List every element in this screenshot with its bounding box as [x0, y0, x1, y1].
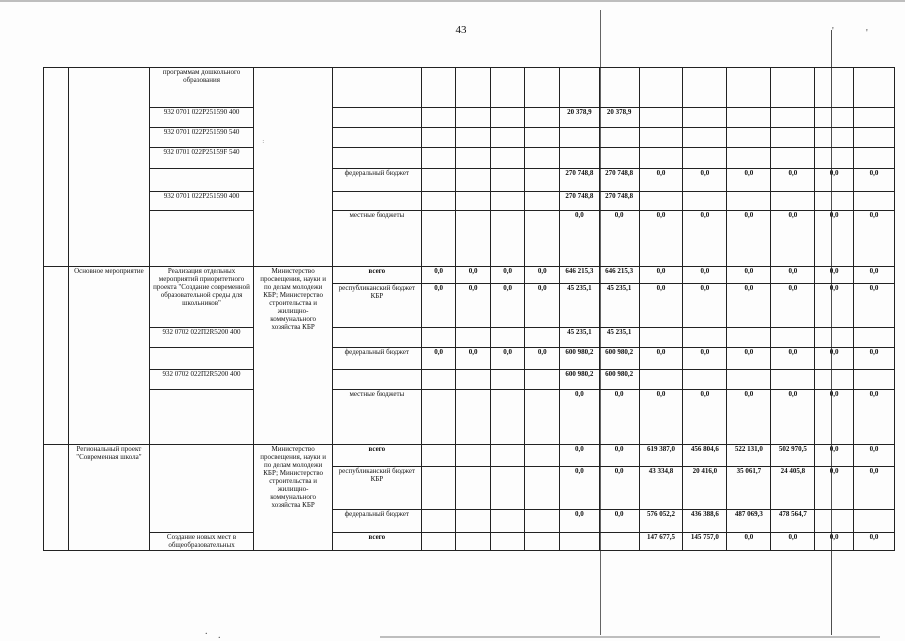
amount-cell: 0,0 — [727, 211, 771, 267]
table-row — [44, 211, 895, 267]
amount-cell: 0,0 — [815, 169, 854, 192]
funding-source: федеральный бюджет — [332, 348, 421, 370]
amount-cell: 0,0 — [639, 284, 683, 328]
amount-cell: 0,0 — [599, 510, 639, 533]
empty-cell — [44, 68, 69, 267]
amount-cell: 0,0 — [854, 348, 895, 370]
amount-cell: 0,0 — [639, 348, 683, 370]
table-row — [44, 445, 895, 467]
amount-cell: 0,0 — [639, 169, 683, 192]
amount-cell: 0,0 — [854, 267, 895, 284]
amount-cell: 0,0 — [854, 169, 895, 192]
funding-source: местные бюджеты — [332, 390, 421, 445]
amount-cell: 0,0 — [854, 445, 895, 467]
funding-source: республиканский бюджет КБР — [332, 467, 421, 510]
group-label: Региональный проект "Современная школа" — [69, 445, 150, 551]
budget-code: 932 0702 022П2R5200 400 — [149, 328, 254, 348]
measure-description: Создание новых мест в общеобразовательных — [149, 533, 254, 551]
amount-cell: 0,0 — [771, 267, 815, 284]
amount-cell: 600 980,2 — [559, 370, 599, 390]
amount-cell: 0,0 — [815, 467, 854, 510]
amount-cell: 0,0 — [559, 510, 599, 533]
amount-cell: 24 405,8 — [771, 467, 815, 510]
amount-cell: 502 970,5 — [771, 445, 815, 467]
budget-code: 932 0701 022P25159F 540 — [149, 148, 254, 169]
table-row — [44, 108, 895, 128]
amount-cell: 0,0 — [525, 284, 560, 328]
amount-cell: 0,0 — [559, 211, 599, 267]
amount-cell: 0,0 — [599, 445, 639, 467]
amount-cell: 0,0 — [727, 390, 771, 445]
amount-cell: 487 069,3 — [727, 510, 771, 533]
funding-source: всего — [332, 445, 421, 467]
amount-cell: 0,0 — [599, 467, 639, 510]
amount-cell: 145 757,0 — [683, 533, 727, 551]
amount-cell: 0,0 — [771, 211, 815, 267]
table-row — [44, 169, 895, 192]
amount-cell: 45 235,1 — [599, 328, 639, 348]
amount-cell: 0,0 — [490, 267, 525, 284]
amount-cell: 600 980,2 — [599, 370, 639, 390]
amount-cell: 0,0 — [771, 533, 815, 551]
amount-cell: 0,0 — [815, 348, 854, 370]
scan-mark: ' — [832, 26, 834, 37]
table-row — [44, 533, 895, 551]
amount-cell: 270 748,8 — [599, 192, 639, 211]
amount-cell: 270 748,8 — [559, 169, 599, 192]
amount-cell: 147 677,5 — [639, 533, 683, 551]
empty-cell — [149, 445, 254, 533]
group-label: Основное мероприятие — [69, 267, 150, 445]
amount-cell: 0,0 — [559, 390, 599, 445]
amount-cell: 0,0 — [771, 390, 815, 445]
amount-cell: 600 980,2 — [559, 348, 599, 370]
budget-code: 932 0701 022P251590 400 — [149, 192, 254, 211]
amount-cell: 0,0 — [639, 267, 683, 284]
amount-cell: 646 215,3 — [599, 267, 639, 284]
measure-description: программам дошкольного образования — [149, 68, 254, 108]
amount-cell: 0,0 — [815, 267, 854, 284]
amount-cell: 576 052,2 — [639, 510, 683, 533]
scan-mark: . — [218, 630, 221, 641]
funding-source: федеральный бюджет — [332, 169, 421, 192]
table-row — [44, 128, 895, 148]
amount-cell: 45 235,1 — [559, 328, 599, 348]
amount-cell: 0,0 — [559, 467, 599, 510]
amount-cell: 20 378,9 — [559, 108, 599, 128]
amount-cell: 0,0 — [854, 467, 895, 510]
table-row — [44, 148, 895, 169]
table-row — [44, 192, 895, 211]
amount-cell: 0,0 — [771, 284, 815, 328]
empty-cell — [69, 68, 150, 267]
amount-cell: 20 378,9 — [599, 108, 639, 128]
page-number: 43 — [455, 24, 467, 36]
amount-cell: 0,0 — [683, 284, 727, 328]
table-row — [44, 267, 895, 284]
amount-cell: 0,0 — [815, 533, 854, 551]
amount-cell: 0,0 — [727, 169, 771, 192]
amount-cell: 45 235,1 — [599, 284, 639, 328]
amount-cell: 20 416,0 — [683, 467, 727, 510]
amount-cell: 0,0 — [771, 348, 815, 370]
amount-cell: 0,0 — [683, 348, 727, 370]
amount-cell: 0,0 — [854, 533, 895, 551]
amount-cell: 0,0 — [683, 211, 727, 267]
amount-cell: 0,0 — [639, 211, 683, 267]
table-row — [44, 328, 895, 348]
table-row — [44, 390, 895, 445]
scan-edge-bottom — [380, 636, 880, 638]
budget-code: 932 0701 022P251590 540 — [149, 128, 254, 148]
amount-cell: 0,0 — [854, 211, 895, 267]
amount-cell: 0,0 — [854, 284, 895, 328]
budget-code: 932 0701 022P251590 400 — [149, 108, 254, 128]
amount-cell: 0,0 — [727, 348, 771, 370]
funding-source: всего — [332, 267, 421, 284]
amount-cell: 0,0 — [639, 390, 683, 445]
funding-source: всего — [332, 533, 421, 551]
executor-cell: : — [254, 68, 333, 267]
funding-source: федеральный бюджет — [332, 510, 421, 533]
executor-cell: Министерство просвещения, науки и по делам молодежи КБР; Министерство строительства и жилищно-коммунального хозяйства КБР — [254, 445, 333, 551]
scan-mark: . — [205, 626, 208, 637]
amount-cell: 0,0 — [525, 348, 560, 370]
amount-cell: 0,0 — [815, 445, 854, 467]
amount-cell: 619 387,0 — [639, 445, 683, 467]
amount-cell: 478 564,7 — [771, 510, 815, 533]
amount-cell: 0,0 — [456, 348, 491, 370]
table-row — [44, 370, 895, 390]
amount-cell: 0,0 — [490, 348, 525, 370]
amount-cell: 0,0 — [683, 169, 727, 192]
amount-cell: 0,0 — [683, 267, 727, 284]
amount-cell: 0,0 — [815, 284, 854, 328]
amount-cell: 0,0 — [456, 267, 491, 284]
empty-cell — [44, 267, 69, 445]
amount-cell: 270 748,8 — [559, 192, 599, 211]
table-row — [44, 348, 895, 370]
amount-cell: 0,0 — [525, 267, 560, 284]
scan-edge-top — [0, 0, 905, 2]
amount-cell: 0,0 — [599, 390, 639, 445]
executor-cell: Министерство просвещения, науки и по делам молодежи КБР; Министерство строительства и жилищно-коммунального хозяйства КБР — [254, 267, 333, 445]
amount-cell: 0,0 — [421, 267, 456, 284]
amount-cell: 0,0 — [771, 169, 815, 192]
amount-cell: 0,0 — [559, 445, 599, 467]
amount-cell: 0,0 — [727, 533, 771, 551]
funding-source: местные бюджеты — [332, 211, 421, 267]
budget-table — [43, 67, 895, 551]
scan-mark: ' — [866, 28, 868, 39]
amount-cell: 646 215,3 — [559, 267, 599, 284]
amount-cell: 45 235,1 — [559, 284, 599, 328]
amount-cell: 0,0 — [456, 284, 491, 328]
amount-cell: 522 131,0 — [727, 445, 771, 467]
funding-source: республиканский бюджет КБР — [332, 284, 421, 328]
amount-cell: 436 388,6 — [683, 510, 727, 533]
budget-code: 932 0702 022П2R5200 400 — [149, 370, 254, 390]
amount-cell: 270 748,8 — [599, 169, 639, 192]
amount-cell: 0,0 — [599, 211, 639, 267]
amount-cell: 0,0 — [683, 390, 727, 445]
amount-cell: 0,0 — [490, 284, 525, 328]
amount-cell: 0,0 — [421, 348, 456, 370]
amount-cell: 600 980,2 — [599, 348, 639, 370]
amount-cell: 0,0 — [815, 211, 854, 267]
amount-cell: 0,0 — [815, 390, 854, 445]
amount-cell: 0,0 — [421, 284, 456, 328]
measure-description: Реализация отдельных мероприятий приоритетного проекта "Создание современной образовательной среды для школьников" — [149, 267, 254, 328]
amount-cell: 0,0 — [854, 390, 895, 445]
amount-cell: 35 061,7 — [727, 467, 771, 510]
table-row — [44, 68, 895, 108]
amount-cell: 0,0 — [727, 284, 771, 328]
amount-cell: 43 334,8 — [639, 467, 683, 510]
empty-cell — [44, 445, 69, 551]
amount-cell: 456 804,6 — [683, 445, 727, 467]
amount-cell: 0,0 — [727, 267, 771, 284]
